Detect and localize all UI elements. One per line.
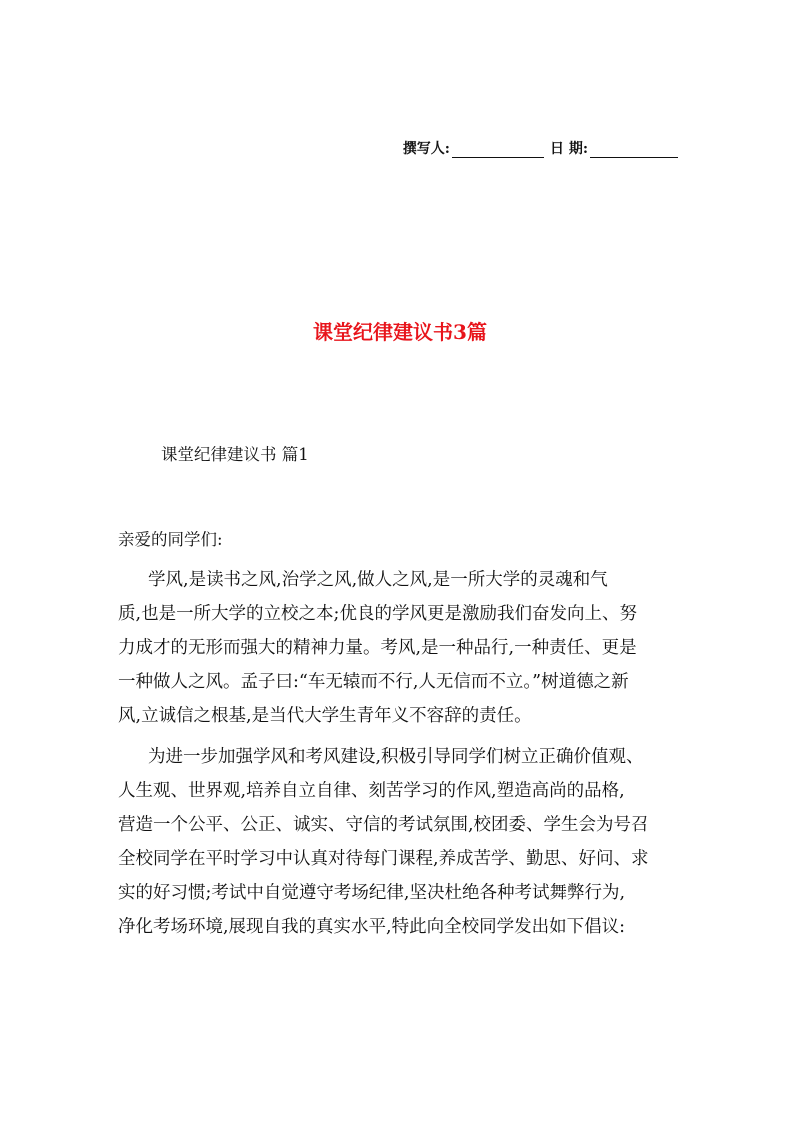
paragraph-line: 人生观、世界观,培养自立自律、刻苦学习的作风,塑造高尚的品格,	[118, 781, 625, 801]
paragraph-2	[118, 740, 686, 944]
date-label: 日 期:	[549, 141, 588, 157]
section-subtitle: 课堂纪律建议书 篇1	[161, 445, 309, 464]
paragraph-gap	[118, 733, 686, 740]
paragraph-line: 实的好习惯;考试中自觉遵守考场纪律,坚决杜绝各种考试舞弊行为,	[118, 883, 626, 903]
paragraph-line: 一种做人之风。孟子曰:“车无辕而不行,人无信而不立。”树道德之新	[118, 672, 629, 692]
paragraph-line: 全校同学在平时学习中认真对待每门课程,养成苦学、勤思、好问、求	[118, 849, 649, 869]
paragraph-line: 净化考场环境,展现自我的真实水平,特此向全校同学发出如下倡议:	[118, 917, 626, 937]
greeting: 亲爱的同学们:	[118, 530, 223, 549]
paragraph-line: 质,也是一所大学的立校之本;优良的学风更是激励我们奋发向上、努	[118, 604, 637, 624]
paragraph-line: 为进一步加强学风和考风建设,积极引导同学们树立正确价值观、	[148, 747, 644, 767]
paragraph-1	[118, 563, 686, 733]
document-title: 课堂纪律建议书3篇	[313, 320, 487, 344]
author-label: 撰写人:	[402, 141, 450, 157]
author-blank-line	[452, 143, 544, 158]
body-text	[118, 563, 686, 944]
paragraph-line: 风,立诚信之根基,是当代大学生青年义不容辞的责任。	[118, 706, 532, 726]
paragraph-line: 学风,是读书之风,治学之风,做人之风,是一所大学的灵魂和气	[148, 570, 608, 590]
document-header	[403, 138, 680, 158]
paragraph-line: 力成才的无形而强大的精神力量。考风,是一种品行,一种责任、更是	[118, 638, 637, 658]
date-blank-line	[590, 143, 678, 158]
paragraph-line: 营造一个公平、公正、诚实、守信的考试氛围,校团委、学生会为号召	[118, 815, 649, 835]
